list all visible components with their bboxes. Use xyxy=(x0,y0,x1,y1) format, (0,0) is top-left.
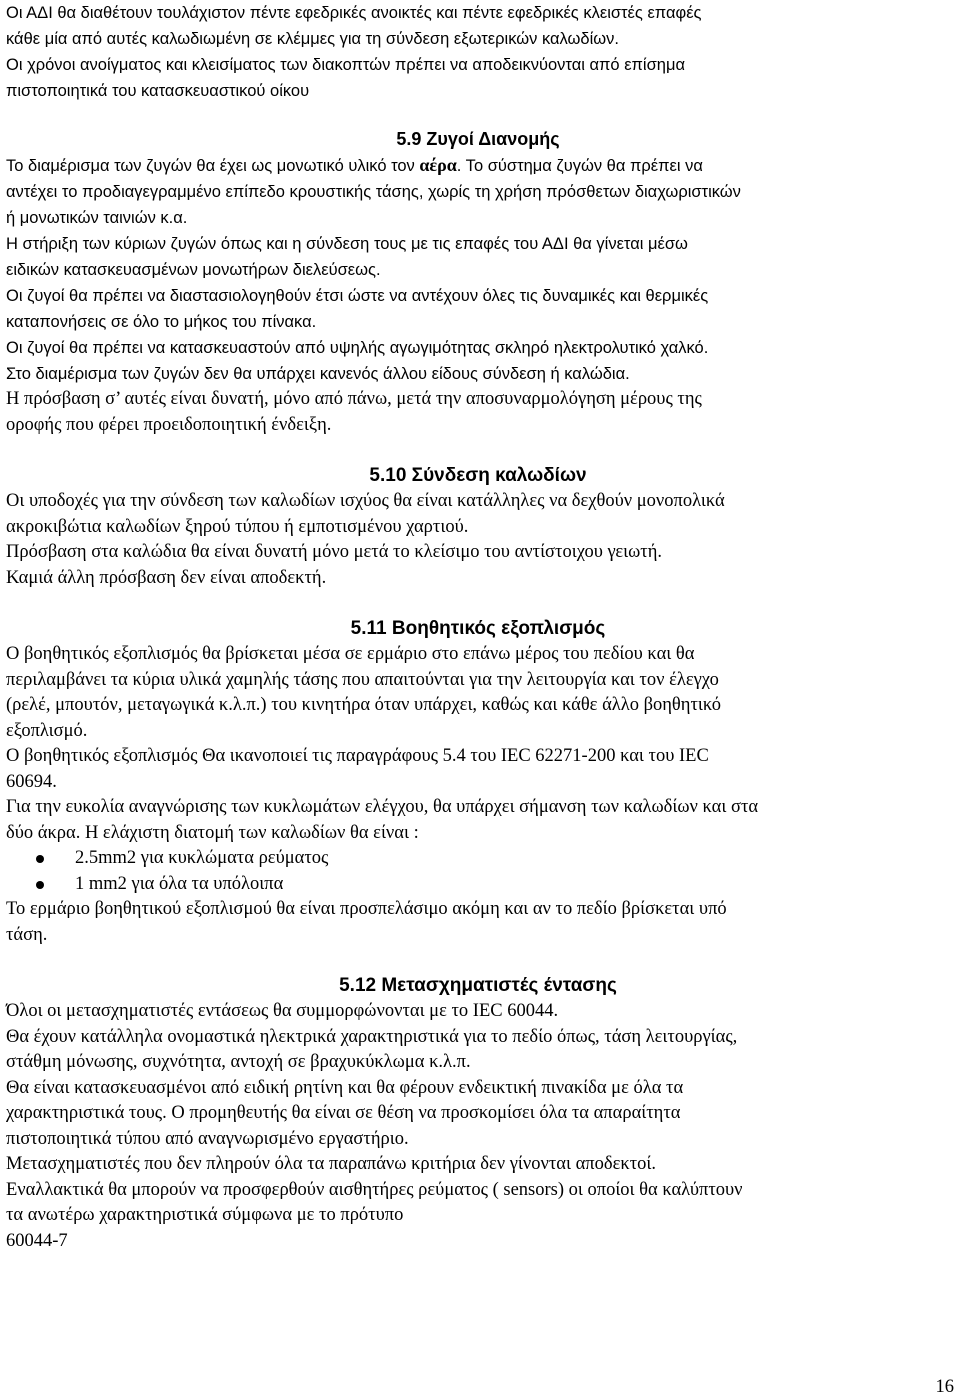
section-heading-5-11: 5.11 Βοηθητικός εξοπλισμός xyxy=(350,618,606,639)
paragraph-line: Η στήριξη των κύριων ζυγών όπως και η σύνδεση τους με τις επαφές του ΑΔΙ θα γίνεται μέσω xyxy=(6,235,688,253)
intro-line: Οι ΑΔΙ θα διαθέτουν τουλάχιστον πέντε εφεδρικές ανοικτές και πέντε εφεδρικές κλειστές επαφές xyxy=(6,4,702,22)
paragraph-line: 60694. xyxy=(6,771,57,792)
list-item-text: 1 mm2 για όλα τα υπόλοιπα xyxy=(75,873,284,894)
paragraph-line: Η πρόσβαση σ’ αυτές είναι δυνατή, μόνο από πάνω, μετά την αποσυναρμολόγηση μέρους της xyxy=(6,389,702,409)
paragraph-line: πιστοποιητικά τύπου από αναγνωρισμένο εργαστήριο. xyxy=(6,1128,409,1149)
paragraph-line: καταπονήσεις σε όλο το μήκος του πίνακα. xyxy=(6,313,317,331)
bullet-icon xyxy=(36,881,44,889)
paragraph-line: Θα είναι κατασκευασμένοι από ειδική ρητίνη και θα φέρουν ενδεικτική πινακίδα με όλα τα xyxy=(6,1077,684,1098)
paragraph-line: Θα έχουν κατάλληλα ονομαστικά ηλεκτρικά χαρακτηριστικά για το πεδίο όπως, τάση λειτουργίας, xyxy=(6,1026,738,1047)
paragraph-line: οροφής που φέρει προειδοποιητική ένδειξη. xyxy=(6,414,332,435)
paragraph-line: (ρελέ, μπουτόν, μεταγωγικά κ.λ.π.) του κινητήρα όταν υπάρχει, καθώς και κάθε άλλο βοηθητικό xyxy=(6,695,722,715)
paragraph-line: Ο βοηθητικός εξοπλισμός Θα ικανοποιεί τις παραγράφους 5.4 του IEC 62271-200 και του IEC xyxy=(6,746,709,766)
section-5-12-body xyxy=(6,999,950,1254)
paragraph-line: Για την ευκολία αναγνώρισης των κυκλωμάτων ελέγχου, θα υπάρχει σήμανση των καλωδίων και στα xyxy=(6,797,759,817)
paragraph-line: Ο βοηθητικός εξοπλισμός θα βρίσκεται μέσα σε ερμάριο στο επάνω μέρος του πεδίου και θα xyxy=(6,644,695,664)
paragraph-line: ακροκιβώτια καλωδίων ξηρού τύπου ή εμποτισμένου χαρτιού. xyxy=(6,516,469,537)
text-run: Το διαμέρισμα των ζυγών θα έχει ως μονωτικό υλικό τον xyxy=(6,157,420,175)
paragraph-line: ή μονωτικών ταινιών κ.α. xyxy=(6,209,188,227)
paragraph-line: Πρόσβαση στα καλώδια θα είναι δυνατή μόνο μετά το κλείσιμο του αντίστοιχου γειωτή. xyxy=(6,542,663,562)
paragraph-line: Καμιά άλλη πρόσβαση δεν είναι αποδεκτή. xyxy=(6,567,327,588)
intro-line: πιστοποιητικά του κατασκευαστικού οίκου xyxy=(6,82,310,100)
document-page xyxy=(6,0,950,1254)
bullet-icon xyxy=(36,855,44,863)
cable-section-list xyxy=(6,846,950,897)
paragraph-line: τάση. xyxy=(6,924,48,945)
list-item xyxy=(6,846,950,872)
section-heading-5-9: 5.9 Ζυγοί Διανομής xyxy=(396,129,560,149)
list-item xyxy=(6,872,950,898)
paragraph-line: αντέχει το προδιαγεγραμμένο επίπεδο κρουστικής τάσης, χωρίς τη χρήση πρόσθετων διαχωριστικών xyxy=(6,183,741,201)
paragraph-line xyxy=(6,152,950,179)
bold-word: αέρα xyxy=(419,155,457,175)
section-5-10-body xyxy=(6,489,950,591)
section-heading-5-12: 5.12 Μετασχηματιστές έντασης xyxy=(339,975,617,996)
intro-line: Οι χρόνοι ανοίγματος και κλεισίματος των διακοπτών πρέπει να αποδεικνύονται από επίσημα xyxy=(6,56,686,74)
section-5-9-body xyxy=(6,152,950,387)
paragraph-line: χαρακτηριστικά τους. Ο προμηθευτής θα είναι σε θέση να προσκομίσει όλα τα απαραίτητα xyxy=(6,1103,681,1123)
paragraph-line: Όλοι οι μετασχηματιστές εντάσεως θα συμμορφώνονται με το IEC 60044. xyxy=(6,1001,559,1021)
paragraph-line: Μετασχηματιστές που δεν πληρούν όλα τα παραπάνω κριτήρια δεν γίνονται αποδεκτοί. xyxy=(6,1154,656,1174)
intro-block xyxy=(6,0,950,104)
section-5-11-body xyxy=(6,642,950,948)
section-heading-5-10: 5.10 Σύνδεση καλωδίων xyxy=(369,465,587,486)
paragraph-line: Εναλλακτικά θα μπορούν να προσφερθούν αισθητήρες ρεύματος ( sensors) οι οποίοι θα καλύπτουν xyxy=(6,1179,743,1200)
list-item-text: 2.5mm2 για κυκλώματα ρεύματος xyxy=(75,848,329,868)
text-run: . xyxy=(456,157,462,175)
paragraph-line: Οι υποδοχές για την σύνδεση των καλωδίων ισχύος θα είναι κατάλληλες να δεχθούν μονοπολικά xyxy=(6,491,725,511)
paragraph-line: Το ερμάριο βοηθητικού εξοπλισμού θα είναι προσπελάσιμο ακόμη και αν το πεδίο βρίσκεται υπό xyxy=(6,899,727,919)
paragraph-line: στάθμη μόνωσης, συχνότητα, αντοχή σε βραχυκύκλωμα κ.λ.π. xyxy=(6,1052,471,1072)
paragraph-line: 60044-7 xyxy=(6,1230,68,1251)
intro-line: κάθε μία από αυτές καλωδιωμένη σε κλέμμες για τη σύνδεση εξωτερικών καλωδίων. xyxy=(6,30,619,48)
paragraph-line: περιλαμβάνει τα κύρια υλικά χαμηλής τάσης που απαιτούνται για την λειτουργία και τον έλεγχο xyxy=(6,669,719,690)
section-5-9-access xyxy=(6,387,950,438)
paragraph-line: Οι ζυγοί θα πρέπει να κατασκευαστούν από υψηλής αγωγιμότητας σκληρό ηλεκτρολυτικό χαλκό. xyxy=(6,339,709,357)
page-number: 16 xyxy=(935,1377,954,1397)
paragraph-line: ειδικών κατασκευασμένων μονωτήρων διελεύσεως. xyxy=(6,261,381,279)
paragraph-line: Οι ζυγοί θα πρέπει να διαστασιολογηθούν έτσι ώστε να αντέχουν όλες τις δυναμικές και θερμικές xyxy=(6,287,709,305)
paragraph-line: Στο διαμέρισμα των ζυγών δεν θα υπάρχει κανενός άλλου είδους σύνδεση ή καλώδια. xyxy=(6,365,630,383)
paragraph-line: τα ανωτέρω χαρακτηριστικά σύμφωνα με το πρότυπο xyxy=(6,1205,404,1225)
paragraph-line: δύο άκρα. Η ελάχιστη διατομή των καλωδίων θα είναι : xyxy=(6,822,419,843)
text-run: Το σύστημα ζυγών θα πρέπει να xyxy=(461,157,703,175)
paragraph-line: εξοπλισμό. xyxy=(6,720,88,741)
